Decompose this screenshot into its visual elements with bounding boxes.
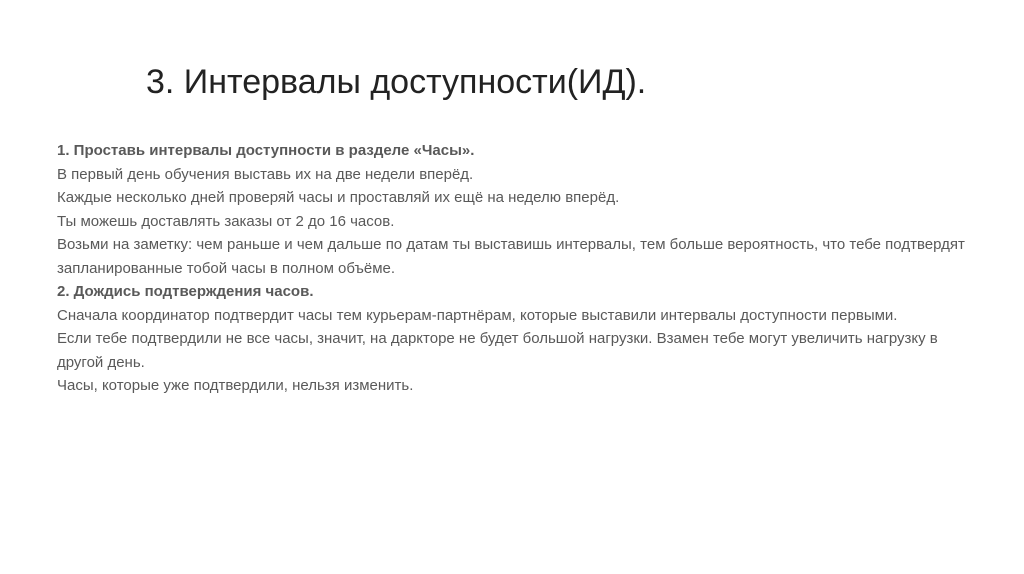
body-paragraph: В первый день обучения выставь их на две недели вперёд.	[57, 165, 474, 183]
body-paragraph: Часы, которые уже подтвердили, нельзя изменить.	[57, 377, 414, 394]
body-paragraph: Если тебе подтвердили не все часы, значит, на даркторе не будет большой нагрузки. Взамен тебе могут увеличить нагрузку в другой день.	[57, 330, 938, 371]
body-paragraph: Ты можешь доставлять заказы от 2 до 16 часов.	[57, 212, 395, 230]
slide-body	[57, 139, 977, 398]
slide-title: 3. Интервалы доступности(ИД).	[146, 63, 647, 101]
section-heading-1: 1. Проставь интервалы доступности в разделе «Часы».	[57, 142, 475, 159]
body-paragraph: Сначала координатор подтвердит часы тем курьерам-партнёрам, которые выставили интервалы доступности первыми.	[57, 306, 898, 324]
body-paragraph: Возьми на заметку: чем раньше и чем дальше по датам ты выставишь интервалы, тем больше вероятность, что тебе подтвердят запланированные тобой часы в полном объёме.	[57, 236, 965, 277]
section-heading-2: 2. Дождись подтверждения часов.	[57, 283, 314, 300]
body-paragraph: Каждые несколько дней проверяй часы и проставляй их ещё на неделю вперёд.	[57, 189, 620, 206]
